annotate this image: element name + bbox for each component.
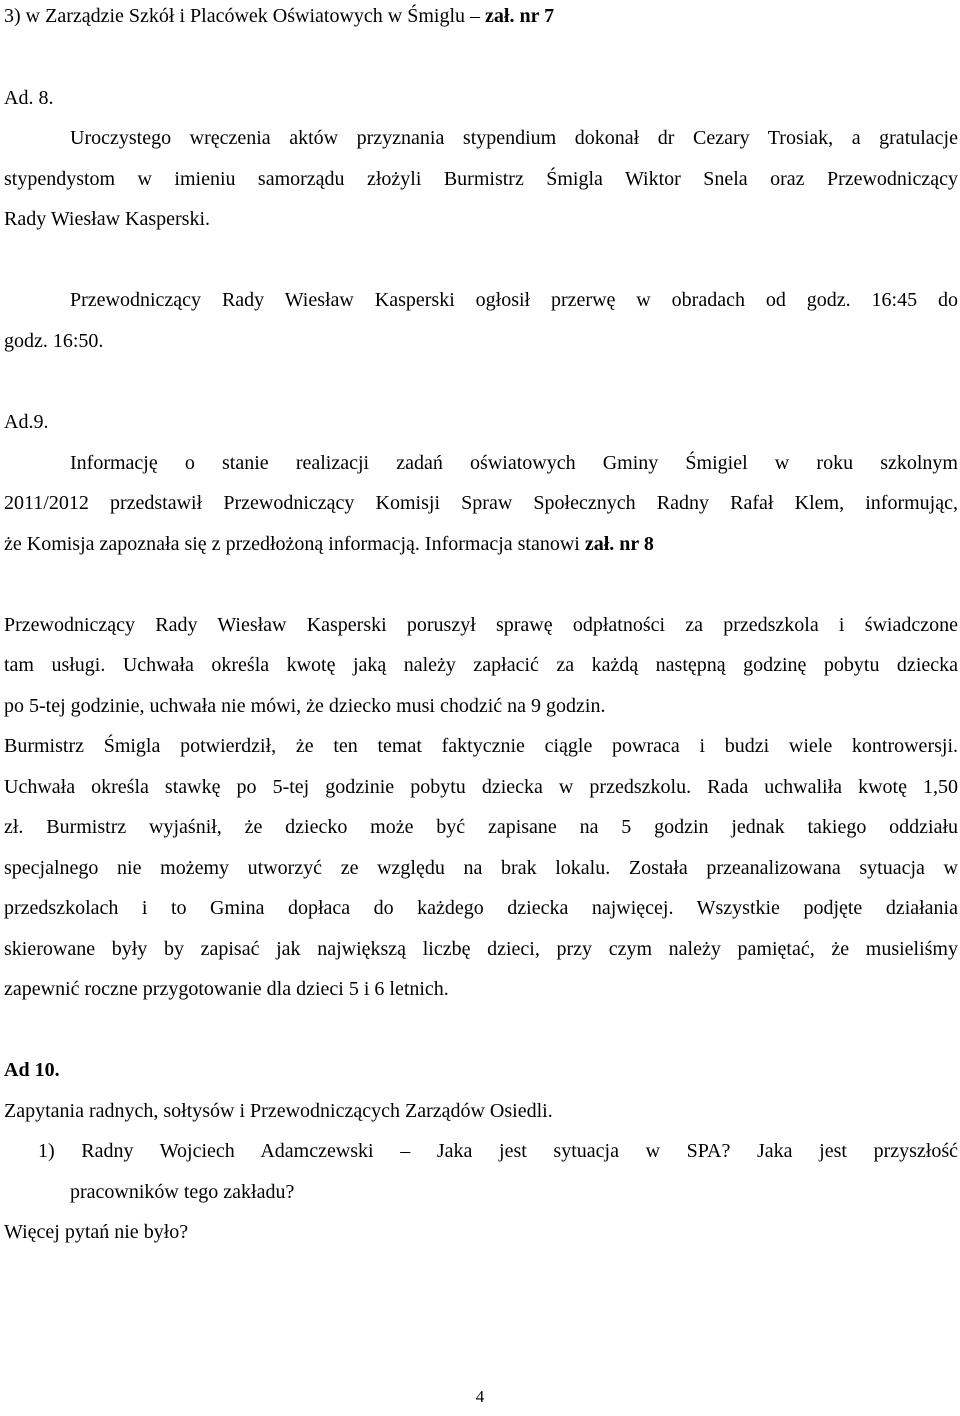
page-number: 4 [475,1387,485,1406]
ad8-para2-line2: godz. 16:50. [4,330,104,352]
ad9-para2-line10: zapewnić roczne przygotowanie dla dzieci 5 i 6 letnich. [4,978,449,1000]
section-heading-ad9: Ad.9. [4,411,49,433]
ad9-para2-line9: skierowane były by zapisać jak największą liczbę dzieci, przy czym należy pamiętać, że musieliśmy [4,938,958,960]
ad8-para1-line2: stypendystom w imieniu samorządu złożyli Burmistrz Śmigla Wiktor Snela oraz Przewodniczący [4,168,958,190]
ad10-closing: Więcej pytań nie było? [4,1221,189,1243]
ad10-intro: Zapytania radnych, sołtysów i Przewodniczących Zarządów Osiedli. [4,1100,553,1122]
ad9-para2-line5: Uchwała określa stawkę po 5-tej godzinie pobytu dziecka w przedszkolu. Rada uchwaliła kwotę 1,50 [4,776,958,798]
attachment-ref: zał. nr 8 [584,533,654,555]
ad9-para2-line3: po 5-tej godzinie, uchwała nie mówi, że dziecko musi chodzić na 9 godzin. [4,695,606,717]
ad10-list-item-1: 1) Radny Wojciech Adamczewski – Jaka jest sytuacja w SPA? Jaka jest przyszłość [38,1140,958,1162]
ad8-para1-line3: Rady Wiesław Kasperski. [4,208,211,230]
ad9-para2-line4: Burmistrz Śmigla potwierdził, że ten temat faktycznie ciągle powraca i budzi wiele kontrowersji. [4,735,958,757]
ad9-para2-line7: specjalnego nie możemy utworzyć ze względu na brak lokalu. Została przeanalizowana sytuacja w [4,857,958,879]
ad8-para2-line1: Przewodniczący Rady Wiesław Kasperski ogłosił przerwę w obradach od godz. 16:45 do [70,289,958,311]
ad9-para1-line1: Informację o stanie realizacji zadań oświatowych Gminy Śmigiel w roku szkolnym [70,452,958,474]
ad9-para2-line1: Przewodniczący Rady Wiesław Kasperski poruszył sprawę odpłatności za przedszkola i świadczone [4,614,958,636]
section-heading-ad8: Ad. 8. [4,87,54,109]
list-item-text: 3) w Zarządzie Szkół i Placówek Oświatowych w Śmiglu – [4,5,486,27]
attachment-ref: zał. nr 7 [485,5,555,27]
ad9-para2-line2: tam usługi. Uchwała określa kwotę jaką należy zapłacić za każdą następną godzinę pobytu dziecka [4,654,958,676]
ad9-para1-line2: 2011/2012 przedstawił Przewodniczący Komisji Spraw Społecznych Radny Rafał Klem, informując, [4,492,958,514]
section-heading-ad10: Ad 10. [4,1059,60,1081]
ad9-para2-line6: zł. Burmistrz wyjaśnił, że dziecko może być zapisane na 5 godzin jednak takiego oddziału [4,816,958,838]
ad8-para1-line1: Uroczystego wręczenia aktów przyznania stypendium dokonał dr Cezary Trosiak, a gratulacje [70,127,958,149]
ad10-list-item-1-cont: pracowników tego zakładu? [70,1181,295,1203]
ad9-para1-line3: że Komisja zapoznała się z przedłożoną informacją. Informacja stanowi zał. nr 8 [4,533,654,555]
ad9-para2-line8: przedszkolach i to Gmina dopłaca do każdego dziecka najwięcej. Wszystkie podjęte działania [4,897,958,919]
list-item-3 [4,0,554,37]
